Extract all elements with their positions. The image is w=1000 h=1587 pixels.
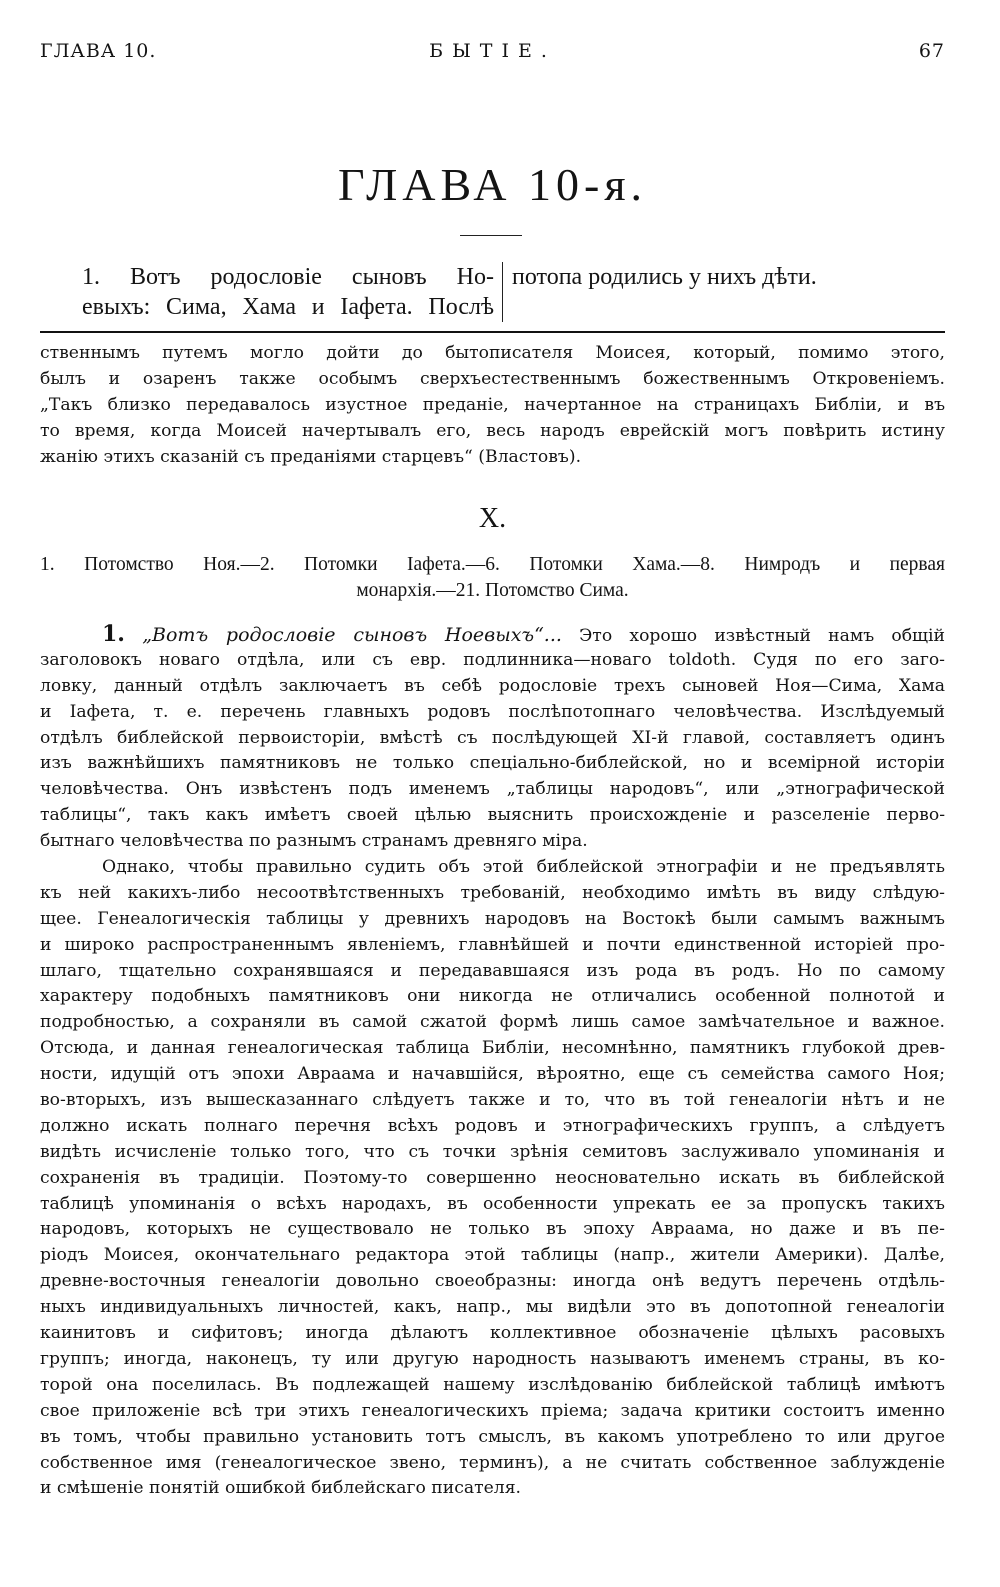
text-fragment: Это хорошо извѣстный намъ общій	[561, 626, 945, 646]
header-chapter-label: ГЛАВА 10.	[40, 40, 157, 62]
verse-reference-number: 1.	[102, 622, 125, 647]
text-line: ловку, данный отдѣлъ заключаетъ въ себѣ родословіе трехъ сыновей Ноя—Сима, Хама	[40, 675, 945, 696]
text-line: ности, идущій отъ эпохи Авраама и начавшійся, вѣроятно, еще съ семейства самого Ноя;	[40, 1064, 945, 1085]
text-line: характеру подобныхъ памятниковъ они никогда не отличались особенной полнотой и	[40, 986, 945, 1007]
text-line: къ ней какихъ-либо несоотвѣтственныхъ требованій, необходимо имѣть въ виду слѣдую-	[40, 882, 945, 903]
summary-line: 1. Потомство Ноя.—2. Потомки Іафета.—6. Потомки Хама.—8. Нимродъ и первая	[40, 554, 945, 575]
verse-line: евыхъ: Сима, Хама и Іафета. Послѣ	[82, 294, 494, 320]
commentary-main	[40, 622, 945, 1502]
header-book-title: БЫТІЕ.	[429, 40, 556, 62]
text-line: таблицѣ упоминанія о всѣхъ народахъ, въ особенности упрекать ее за пропускъ такихъ	[40, 1193, 945, 1214]
chapter-title: ГЛАВА 10-я.	[337, 159, 648, 210]
text-line: ственнымъ путемъ могло дойти до бытописателя Моисея, который, помимо этого,	[40, 343, 945, 363]
text-line: то время, когда Моисей начертывалъ его, весь народъ еврейскій могъ повѣрить истину	[40, 421, 945, 441]
book-page	[40, 0, 945, 1587]
section-number: X.	[478, 503, 507, 534]
verse-quote: „Вотъ родословіе сыновъ Ноевыхъ“...	[142, 624, 562, 646]
text-line: изъ важнѣйшихъ памятниковъ не только спеціально-библейской, но и всемірной исторіи	[40, 753, 945, 774]
text-line: собственное имя (генеалогическое звено, терминъ), а не считать собственное заблужденіе	[40, 1452, 945, 1473]
commentary-continuation	[40, 340, 945, 470]
text-line: „Такъ близко передавалось изустное преданіе, начертанное на страницахъ Библіи, и въ	[40, 395, 945, 415]
text-line: ріодъ Моисея, окончательнаго редактора этой таблицы (напр., жители Америки). Далѣе,	[40, 1245, 945, 1266]
text-line: былъ и озаренъ также особымъ сверхъестественнымъ божественнымъ Откровеніемъ.	[40, 369, 945, 389]
text-line: подробностью, а сохраняли въ самой сжатой формѣ лишь самое замѣчательное и важное.	[40, 1012, 945, 1033]
summary-line: монархія.—21. Потомство Сима.	[356, 580, 629, 601]
text-line: ныхъ индивидуальныхъ личностей, какъ, напр., мы видѣли это въ допотопной генеалогіи	[40, 1297, 945, 1318]
text-line: древне-восточныя генеалогіи довольно своеобразны: иногда онѣ ведутъ перечень отдѣль-	[40, 1271, 945, 1292]
text-line: Отсюда, и данная генеалогическая таблица Библіи, несомнѣнно, памятникъ глубокой древ-	[40, 1038, 945, 1059]
text-line: и широко распространеннымъ явленіемъ, главнѣйшей и почти единственной исторіей про-	[40, 934, 945, 955]
section-summary	[40, 552, 945, 604]
text-line: щее. Генеалогическія таблицы у древнихъ народовъ на Востокѣ были самымъ важнымъ	[40, 908, 945, 929]
verse-line: потопа родились у нихъ дѣти.	[512, 264, 817, 290]
verse-line: 1. Вотъ родословіе сыновъ Но-	[82, 264, 494, 290]
text-line: человѣчества. Онъ извѣстенъ подъ именемъ „таблицы народовъ“, или „этнографической	[40, 779, 945, 800]
text-line: свое приложеніе всѣ три этихъ генеалогическихъ пріема; задача критики состоитъ именно	[40, 1400, 945, 1421]
text-line: народовъ, которыхъ не существовало не только въ эпоху Авраама, но даже и въ пе-	[40, 1219, 945, 1240]
page-number: 67	[918, 40, 945, 62]
title-divider	[460, 235, 522, 236]
text-line: таблицы“, такъ какъ имѣетъ своей цѣлью выяснить происхожденіе и разселеніе перво-	[40, 805, 945, 826]
commentary-first-line	[40, 622, 945, 648]
verse-commentary-divider	[40, 331, 945, 333]
running-header	[40, 40, 945, 70]
text-line: должно искать полнаго перечня всѣхъ родовъ и этнографическихъ группъ, а слѣдуетъ	[40, 1115, 945, 1136]
text-line: и Іафета, т. е. перечень главныхъ родовъ послѣпотопнаго человѣчества. Изслѣдуемый	[40, 701, 945, 722]
scripture-verse-block	[82, 262, 922, 330]
text-line: во-вторыхъ, изъ вышесказаннаго слѣдуетъ также и то, что въ той генеалогіи нѣтъ и не	[40, 1090, 945, 1111]
text-line: каинитовъ и сифитовъ; иногда дѣлаютъ коллективное обозначеніе цѣлыхъ расовыхъ	[40, 1323, 945, 1344]
text-line: отдѣлъ библейской первоисторіи, вмѣстѣ съ послѣдующей XI-й главой, составляетъ одинъ	[40, 727, 945, 748]
text-line: сохраненія въ традиціи. Поэтому-то совершенно неосновательно искать въ библейской	[40, 1167, 945, 1188]
text-line: шлаго, тщательно сохранявшаяся и передававшаяся изъ рода въ родъ. Но по самому	[40, 960, 945, 981]
text-line: видѣть исчисленіе только того, что съ точки зрѣнія семитовъ заслуживало упоминанія и	[40, 1141, 945, 1162]
text-line: Однако, чтобы правильно судить объ этой библейской этнографіи и не предъявлять	[102, 857, 945, 878]
text-line: и смѣшеніе понятій ошибкой библейскаго писателя.	[40, 1478, 521, 1499]
verse-column-right	[512, 262, 932, 292]
text-line: жанію этихъ сказаній съ преданіями старцевъ“ (Властовъ).	[40, 447, 582, 467]
text-line: заголовокъ новаго отдѣла, или съ евр. подлинника—новаго toldoth. Судя по его заго-	[40, 649, 945, 670]
text-line: торой она поселилась. Въ подлежащей нашему изслѣдованію библейской таблицѣ имѣютъ	[40, 1374, 945, 1395]
text-line: бытнаго человѣчества по разнымъ странамъ древняго міра.	[40, 831, 588, 852]
verse-column-left	[82, 262, 503, 322]
text-line: группъ; иногда, наконецъ, ту или другую народность называютъ именемъ страны, въ ко-	[40, 1348, 945, 1369]
text-line: въ томъ, чтобы правильно установить тотъ смыслъ, въ какомъ употреблено то или другое	[40, 1426, 945, 1447]
